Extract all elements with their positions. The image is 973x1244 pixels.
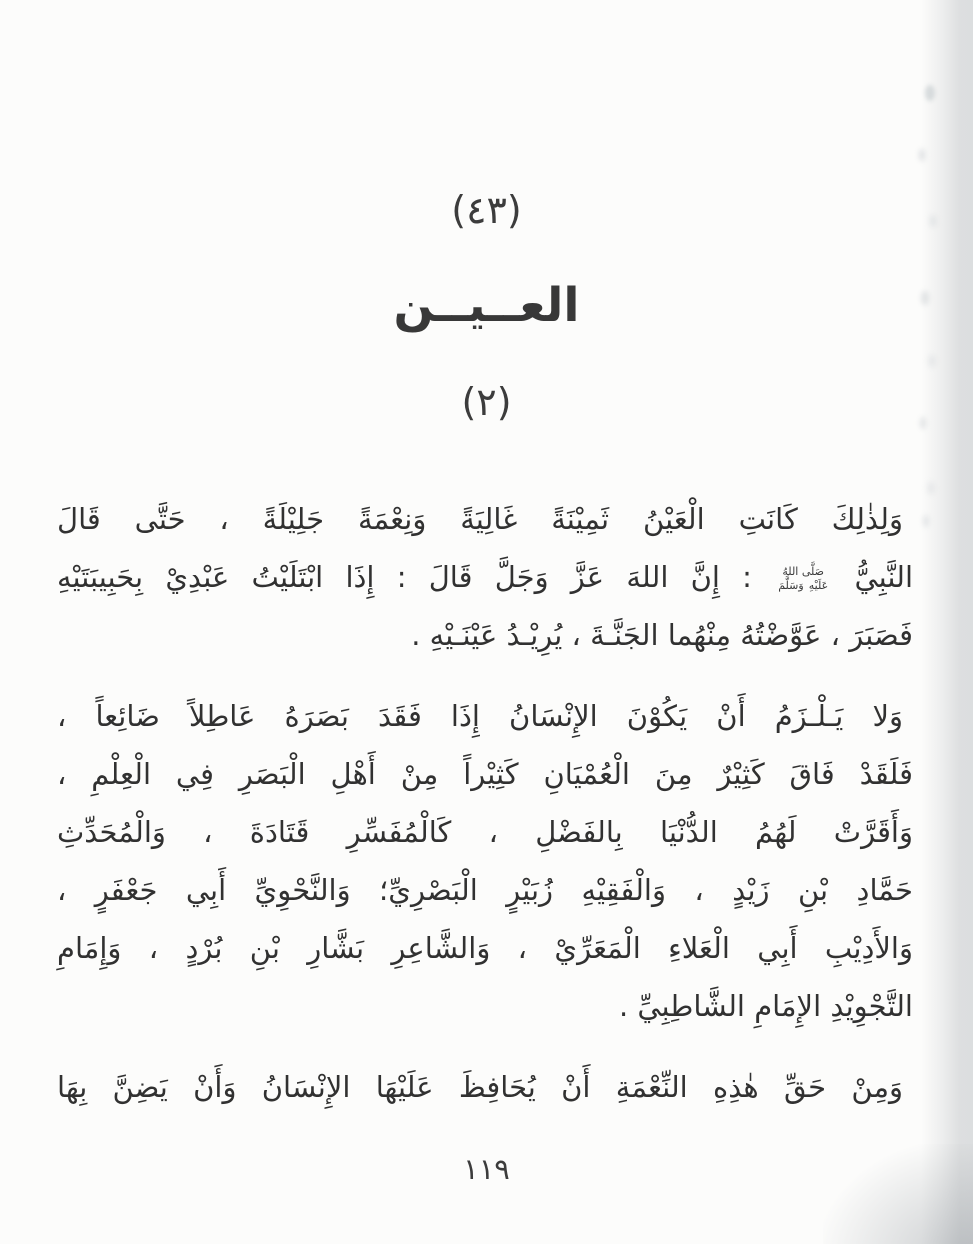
chapter-number: (٤٣) (451, 188, 522, 232)
text-line: حَمَّادِ بْنِ زَيْدٍ ، وَالْفَقِيْهِ زُبَيْرٍ الْبَصْرِيِّ؛ وَالنَّحْوِيِّ أَبِي جَعْفَرٍ ، (57, 873, 913, 907)
text-line: فَصَبَرَ ، عَوَّضْتُهُ مِنْهُما الجَنَّـةَ ، يُرِيْـدُ عَيْنَـيْهِ . (411, 618, 913, 652)
page-number: ١١٩ (463, 1152, 510, 1186)
paragraph-1 (57, 490, 913, 664)
text-segment: : إِنَّ اللهَ عَزَّ وَجَلَّ قَالَ : إِذَا ابْتَلَيْتُ عَبْدِيْ بِحَبِيبَتَيْهِ (57, 560, 752, 594)
text-line (57, 548, 913, 606)
prophet-honorific-seal: صَلَّى اللهُ عَلَيْهِ وَسَلَّمَ (778, 565, 829, 592)
paragraph-3 (57, 1058, 913, 1116)
section-number: (٢) (461, 380, 512, 424)
text-segment: النَّبِيُّ (854, 560, 914, 594)
text-line: وَالأَدِيْبِ أَبِي الْعَلاءِ الْمَعَرِّيْ ، وَالشَّاعِرِ بَشَّارِ بْنِ بُرْدٍ ، وَإِمَامِ (57, 931, 913, 965)
body-text (57, 490, 913, 1139)
page-edge-shadow (921, 0, 973, 1244)
text-line: وَأَقَرَّتْ لَهُمُ الدُّنْيَا بِالفَضْلِ ، كَالْمُفَسِّرِ قَتَادَةَ ، وَالْمُحَدِّثِ (57, 815, 913, 849)
text-line: وَلا يَـلْـزَمُ أَنْ يَكُوْنَ الإِنْسَانُ إِذَا فَقَدَ بَصَرَهُ عَاطِلاً ضَائِعاً ، (57, 699, 903, 733)
text-line: وَمِنْ حَقِّ هٰذِهِ النِّعْمَةِ أَنْ يُحَافِظَ عَلَيْهَا الإِنْسَانُ وَأَنْ يَضِنَّ بِهَا (57, 1070, 903, 1104)
paragraph-2 (57, 687, 913, 1035)
text-line: وَلِذٰلِكَ كَانَتِ الْعَيْنُ ثَمِيْنَةً غَالِيَةً وَنِعْمَةً جَلِيْلَةً ، حَتَّى قَالَ (57, 502, 903, 536)
text-line: التَّجْوِيْدِ الإِمَامِ الشَّاطِبِيِّ . (618, 989, 913, 1023)
page-title: العــيــن (393, 278, 580, 333)
ink-bleed-through-marks (925, 85, 935, 101)
text-line: فَلَقَدْ فَاقَ كَثِيْرٌ مِنَ الْعُمْيَانِ كَثِيْراً مِنْ أَهْلِ الْبَصَرِ فِي الْعِلْمِ ، (57, 757, 913, 791)
